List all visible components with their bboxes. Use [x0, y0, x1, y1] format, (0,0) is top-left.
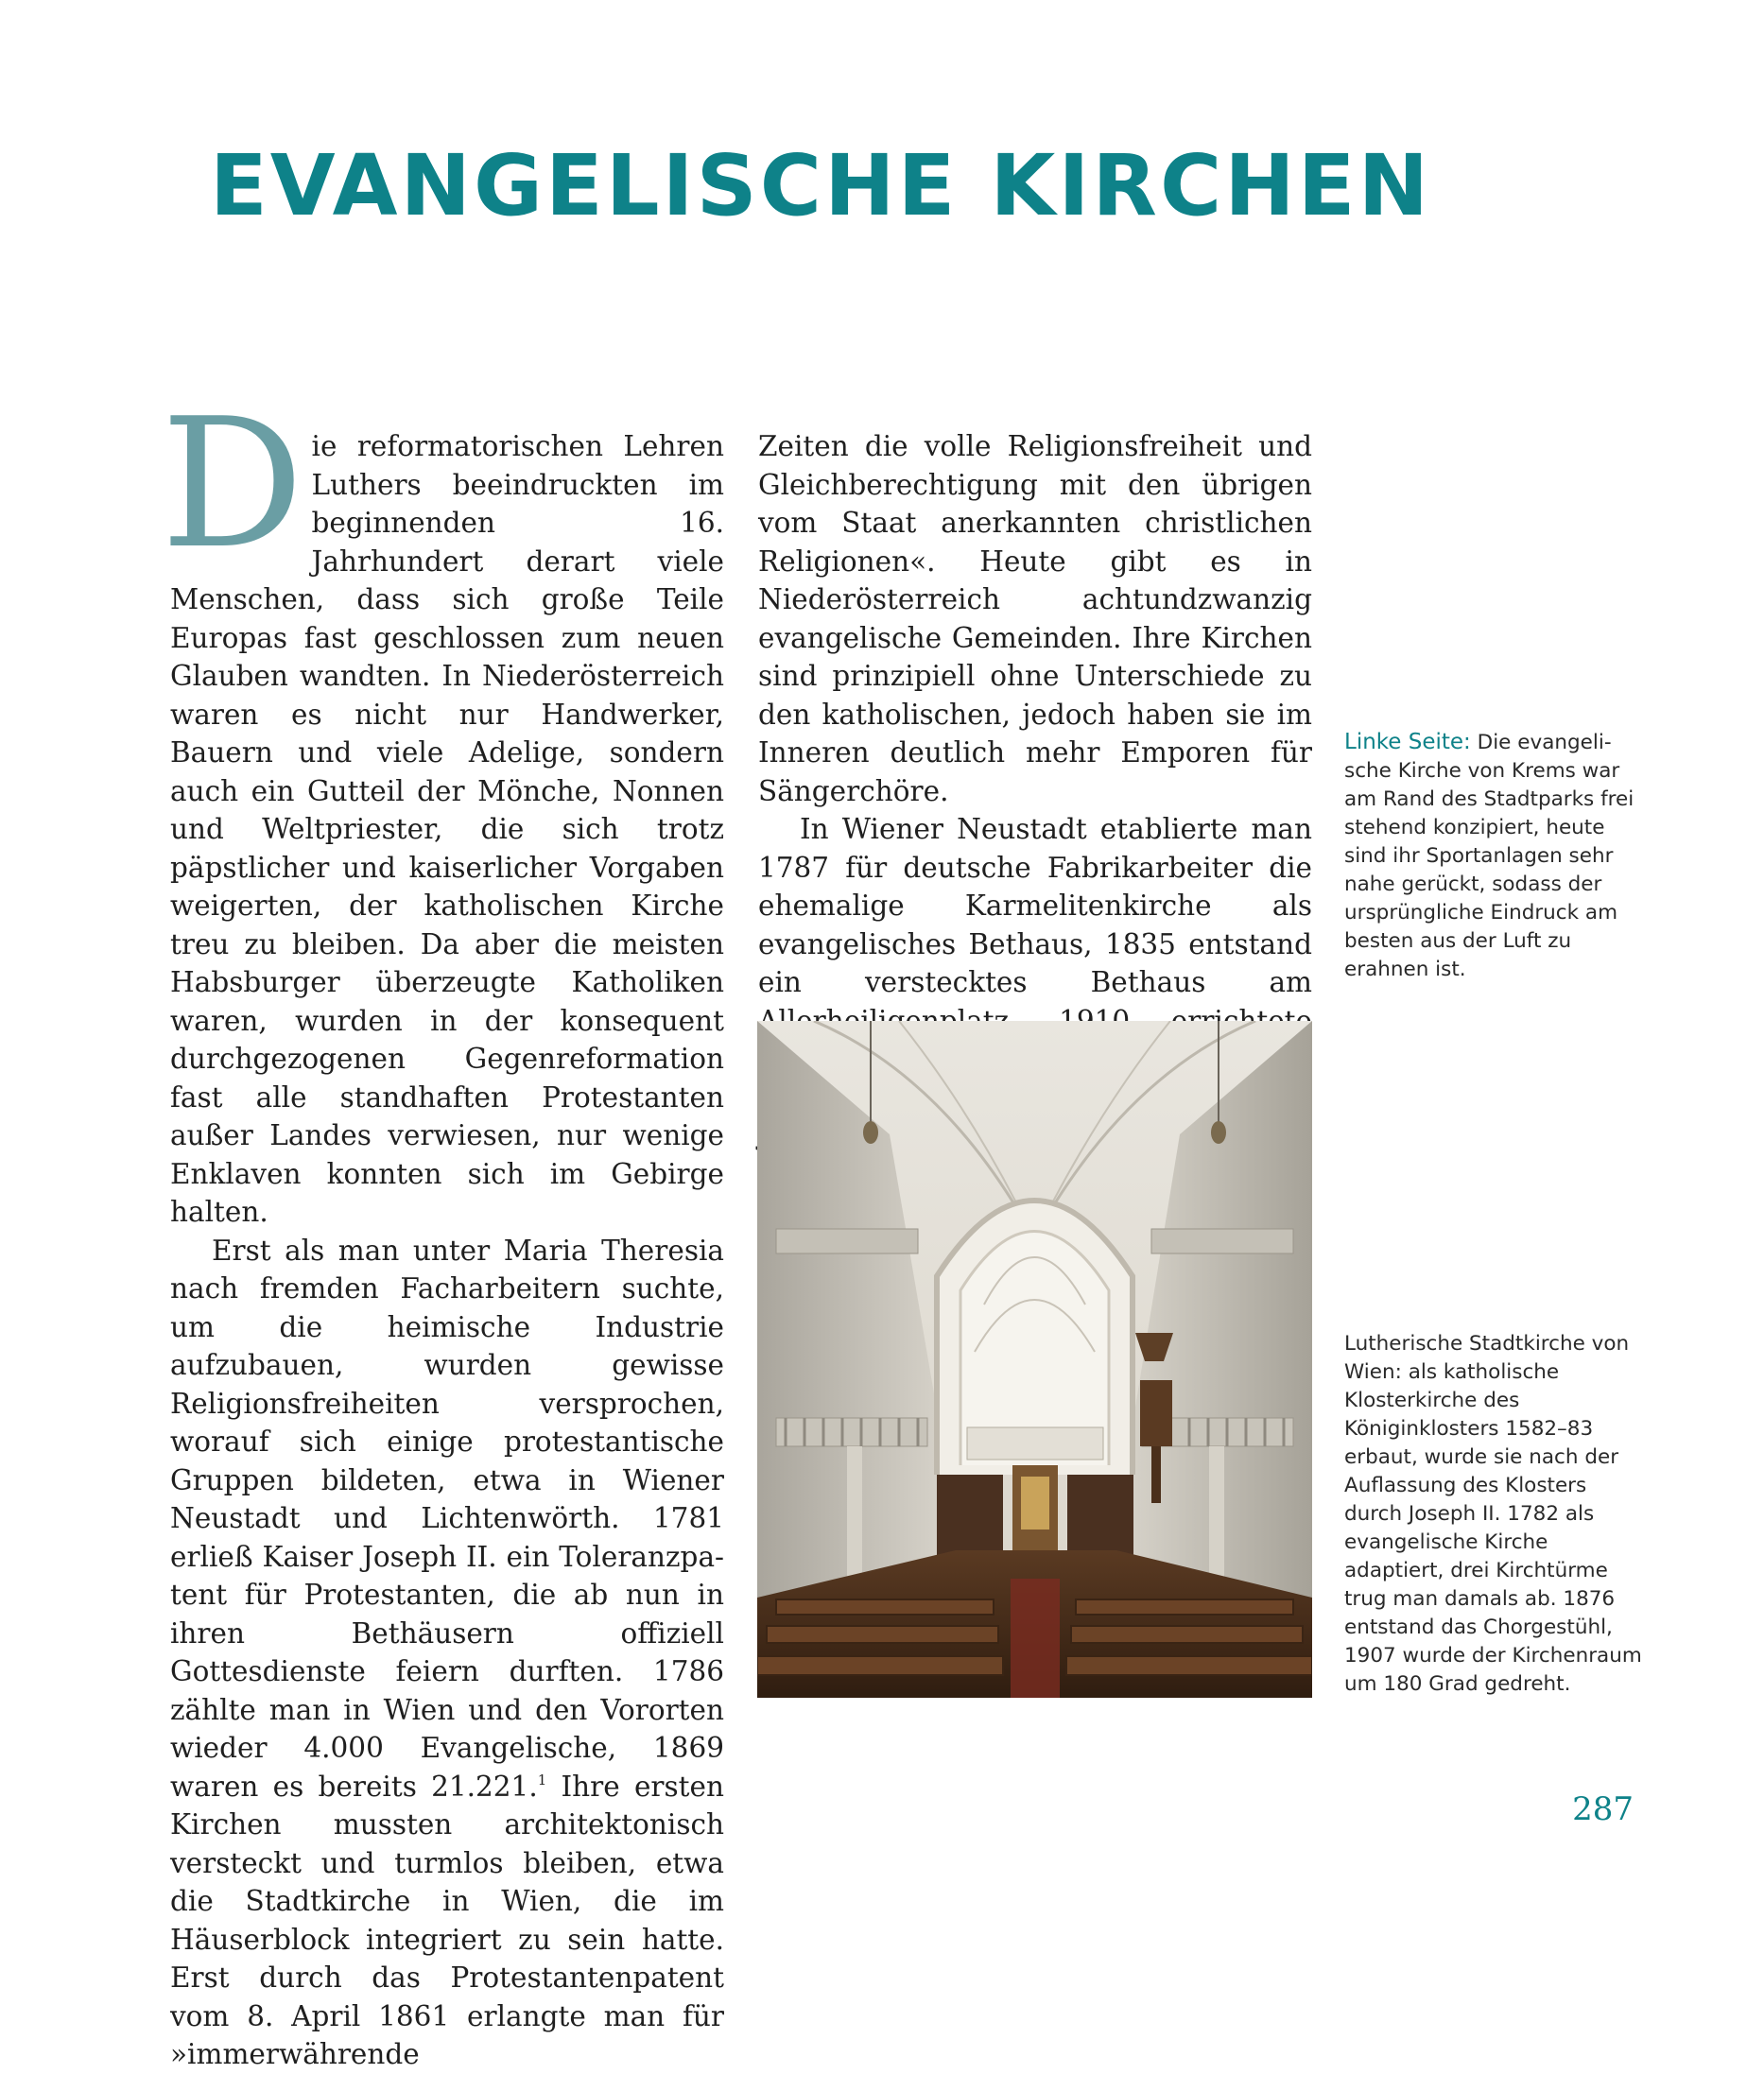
caption-krems: [1344, 728, 1645, 984]
paragraph-tolerance: [170, 1232, 724, 2074]
drop-cap: D: [161, 380, 304, 588]
paragraph-intro: [161, 380, 724, 1232]
page-number: 287: [1572, 1790, 1634, 1828]
caption-krems-text: Die evangelische Kirche von Krems war am Rand des Stadtparks frei stehend konzipiert, heute sind ihr Sportanlagen sehr nahe gerückt, sodass der ursprüngliche Eindruck am besten aus der Luft zu erahnen ist.: [1344, 731, 1634, 981]
page-title: EVANGELISCHE KIRCHEN: [210, 136, 1432, 234]
church-interior-photo: [757, 1021, 1312, 1698]
paragraph-tolerance-text-a: Erst als man unter Maria Theresia nach fremden Facharbeitern suchte, um die heimische Industrie aufzubauen, wurden gewisse Religionsfreiheiten versprochen, worauf sich einige protestantische Gruppen bildeten, etwa in Wiener Neustadt und Lichtenwörth. 1781 erließ Kaiser Joseph II. ein Toleranzpatent für Protestanten, die ab nun in ihren Bethäusern offiziell Gottesdienste feiern durften. 1786 zählte man in Wien und den Vororten wieder 4.000 Evangelische, 1869 waren es bereits 21.221.: [170, 1234, 724, 1803]
caption-label: Linke Seite:: [1344, 730, 1471, 754]
text-column-left: [161, 380, 724, 2074]
footnote-marker: 1: [537, 1771, 547, 1789]
church-interior-illustration: [757, 1021, 1312, 1698]
paragraph-religious-freedom: Zeiten die volle Religionsfreiheit und Gleichberechtigung mit den übrigen vom Staat anerkannten christlichen Religionen«. Heute gibt es in Niederösterreich achtundzwanzig evangelische Gemeinden. Ihre Kirchen sind prinzipiell ohne Unterschiede zu den katholischen, jedoch haben sie im Inneren deutlich mehr Emporen für Sängerchöre.: [758, 430, 1312, 807]
paragraph-wiener-neustadt: In Wiener Neustadt etablierte man 1787 für deutsche Fabrikarbeiter die ehemalige Karmelitenkirche als evangelisches Bethaus, 1835 entstand ein verstecktes Bethaus am: [758, 813, 1312, 998]
paragraph-tolerance-text-b: Ihre ersten Kirchen mussten architektonisch versteckt und turmlos bleiben, etwa die Stadtkirche in Wien, die im Häuserblock integriert zu sein hatte. Erst durch das Protestantenpatent vom 8. April 1861 erlangte man für »immerwährende: [170, 1770, 724, 2070]
paragraph-intro-text: ie reformatorischen Lehren Luthers beeindruckten im beginnenden 16. Jahrhundert derart viele Menschen, dass sich große Teile Europas fast geschlossen zum neuen Glauben wandten. In Niederösterreich waren es nicht nur Handwerker, Bauern und viele Adelige, sondern auch ein Gutteil der Mönche, Nonnen und Weltpriester, die sich trotz päpstlicher und kaiserlicher Vorgaben weigerten, der katholischen Kirche treu zu bleiben. Da aber die meisten Habsburger überzeugte Katholiken waren, wurden in der konsequent durchgezogenen Gegenreformation fast alle standhaften Protestanten außer Landes verwiesen, nur wenige Enklaven konnten sich im Gebirge halten.: [170, 430, 724, 1228]
caption-stadtkirche: Lutherische Stadtkirche von Wien: als katholische Klosterkirche des Königinklosters 1582–83 erbaut, wurde sie nach der Auflassung des Klosters durch Joseph II. 1782 als evangelische Kirche adaptiert, drei Kirchtürme trug man damals ab. 1876 entstand das Chorgestühl, 1907 wurde der Kirchenraum um 180 Grad gedreht.: [1344, 1332, 1642, 1696]
